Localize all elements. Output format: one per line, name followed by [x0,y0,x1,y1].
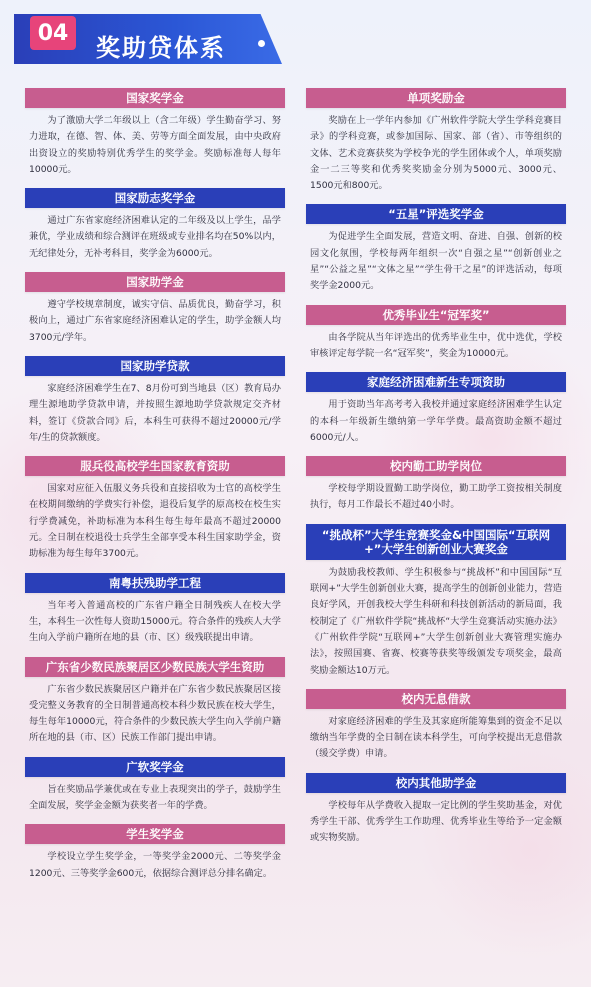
section-body: 对家庭经济困难的学生及其家庭所能筹集到的资金不足以缴纳当年学费的全日制在读本科学生，可向学校提出无息借款（缓交学费）申请。 [310,715,562,760]
section-title-bar: 校内勤工助学岗位 [306,456,566,476]
section-national-student-loan [25,356,285,446]
section-body: 广东省少数民族聚居区户籍并在广东省少数民族聚居区接受完整义务教育的全日制普通高校本科少数民族在校大学生，每生每年10000元，符合条件的少数民族大学生向入学前户籍所在地的县（市、区）民族工作部门提出申请。 [29,683,281,744]
section-military-service-aid [25,456,285,562]
section-title-bar: 国家助学金 [25,272,285,292]
section-interest-free-loan [306,689,566,763]
section-title-bar: 国家励志奖学金 [25,188,285,208]
section-body: 家庭经济困难学生在7、8月份可到当地县（区）教育局办理生源地助学贷款申请，并按照生源地助学贷款规定交齐材料，签订《贷款合同》后，本科生可获得不超过20000元/学年/生的贷款额度。 [29,382,281,443]
section-title-bar: 校内无息借款 [306,689,566,709]
section-body: 为了激励大学二年级以上（含二年级）学生勤奋学习、努力进取，在德、智、体、美、劳等方面全面发展，由中央政府出资设立的奖励特别优秀学生的奖学金。奖励标准每人每年10000元。 [29,115,281,175]
section-freshman-special-aid [306,372,566,446]
section-body: 遵守学校规章制度，诚实守信、品质优良，勤奋学习，积极向上，通过广东省家庭经济困难认定的学生，助学金额人均3700元/学年。 [29,299,281,343]
section-title-bar: 广东省少数民族聚居区少数民族大学生资助 [25,657,285,677]
section-disability-aid [25,573,285,647]
section-title-bar: 学生奖学金 [25,824,285,844]
section-title-bar: 南粤扶残助学工程 [25,573,285,593]
right-column [306,88,566,857]
section-ethnic-minority-aid [25,657,285,747]
section-title-bar: 校内其他助学金 [306,773,566,793]
section-competition-award [306,524,566,679]
section-body: 当年考入普通高校的广东省户籍全日制残疾人在校大学生，本科生一次性每人资助15000元。符合条件的残疾人大学生向入学前户籍所在地的县（市、区）级残联提出申请。 [29,599,281,644]
section-title-bar: 服兵役高校学生国家教育资助 [25,456,285,476]
section-work-study [306,456,566,514]
section-body: 奖励在上一学年内参加《广州软件学院大学生学科竞赛目录》的学科竞赛，或参加国际、国家、部（省）、市等组织的文体、艺术竞赛获奖为学校争光的学生团体或个人，单项奖励金一二三等奖和优秀奖奖励金分别为5000元、3000元、1500元和800元。 [310,115,562,192]
section-number-badge: 04 [30,16,76,50]
section-student-scholarship [25,824,285,882]
section-title-bar: 单项奖励金 [306,88,566,108]
section-individual-award [306,88,566,194]
left-column [25,88,285,892]
section-body: 通过广东省家庭经济困难认定的二年级及以上学生，品学兼优，学业成绩和综合测评在班级或专业排名均在50%以内，无纪律处分，无补考科目，奖学金为6000元。 [29,215,281,259]
section-champion-award [306,305,566,363]
section-body: 旨在奖励品学兼优或在专业上表现突出的学子，鼓励学生全面发展，奖学金金额为获奖者一年的学费。 [29,783,281,812]
section-other-grants [306,773,566,847]
section-national-scholarship [25,88,285,178]
section-body: 学校设立学生奖学金，一等奖学金2000元、二等奖学金1200元、三等奖学金600元，依据综合测评总分排名确定。 [29,851,281,879]
section-title-bar: 优秀毕业生“冠军奖” [306,305,566,325]
section-body: 为鼓励我校教师、学生积极参与“挑战杯”和中国国际“互联网+”大学生创新创业大赛，提高学生的创新创业能力，营造良好学风，开创我校大学生科研和科技创新活动的新局面，我校制定了《广州软件学院“挑战杯“大学生竞赛活动实施办法》《广州软件学院“互联网+”大学生创新创业大赛管理实施办法》，按照国赛、省赛、校赛等获奖等级颁发专项奖金，最高奖励金额达10万元。 [310,566,562,676]
bullet-dot-icon [258,40,265,47]
section-body: 学校每年从学费收入提取一定比例的学生奖助基金，对优秀学生干部、优秀学生工作助理、优秀毕业生等给予一定金额或实物奖励。 [310,799,562,844]
section-title-bar: “挑战杯”大学生竞赛奖金&中国国际“互联网+”大学生创新创业大赛奖金 [306,524,566,560]
section-title-bar: “五星”评选奖学金 [306,204,566,224]
section-national-encouragement-scholarship [25,188,285,262]
section-title-bar: 广软奖学金 [25,757,285,777]
section-body: 国家对应征入伍服义务兵役和直接招收为士官的高校学生在校期间缴纳的学费实行补偿，退役后复学的原高校在校生实行学费减免，补助标准为本科生每生每年最高不超过20000元。全日制在校退役士兵学生全部享受本科生国家助学金，资助标准为每生每年3700元。 [29,483,281,560]
section-body: 为促进学生全面发展，营造文明、奋进、自强、创新的校园文化氛围，学校每两年组织一次“自强之星”“创新创业之星”“公益之星”“文体之星”“学生骨干之星”的评选活动，每项奖学金2000元。 [310,231,562,292]
section-body: 学校每学期设置勤工助学岗位，勤工助学工资按相关制度执行，每月工作最长不超过40小时。 [310,483,562,511]
section-guangruan-scholarship [25,757,285,815]
section-title-bar: 家庭经济困难新生专项资助 [306,372,566,392]
section-title: 奖助贷体系 [96,34,226,62]
section-national-grant [25,272,285,346]
section-body: 由各学院从当年评选出的优秀毕业生中，优中选优，学校审核评定每学院一名“冠军奖”，奖金为10000元。 [310,331,562,359]
section-five-star-scholarship [306,204,566,294]
section-title-bar: 国家奖学金 [25,88,285,108]
section-title-bar: 国家助学贷款 [25,356,285,376]
section-body: 用于资助当年高考考入我校并通过家庭经济困难学生认定的本科一年级新生缴纳第一学年学费。最高资助金额不超过6000元/人。 [310,399,562,443]
